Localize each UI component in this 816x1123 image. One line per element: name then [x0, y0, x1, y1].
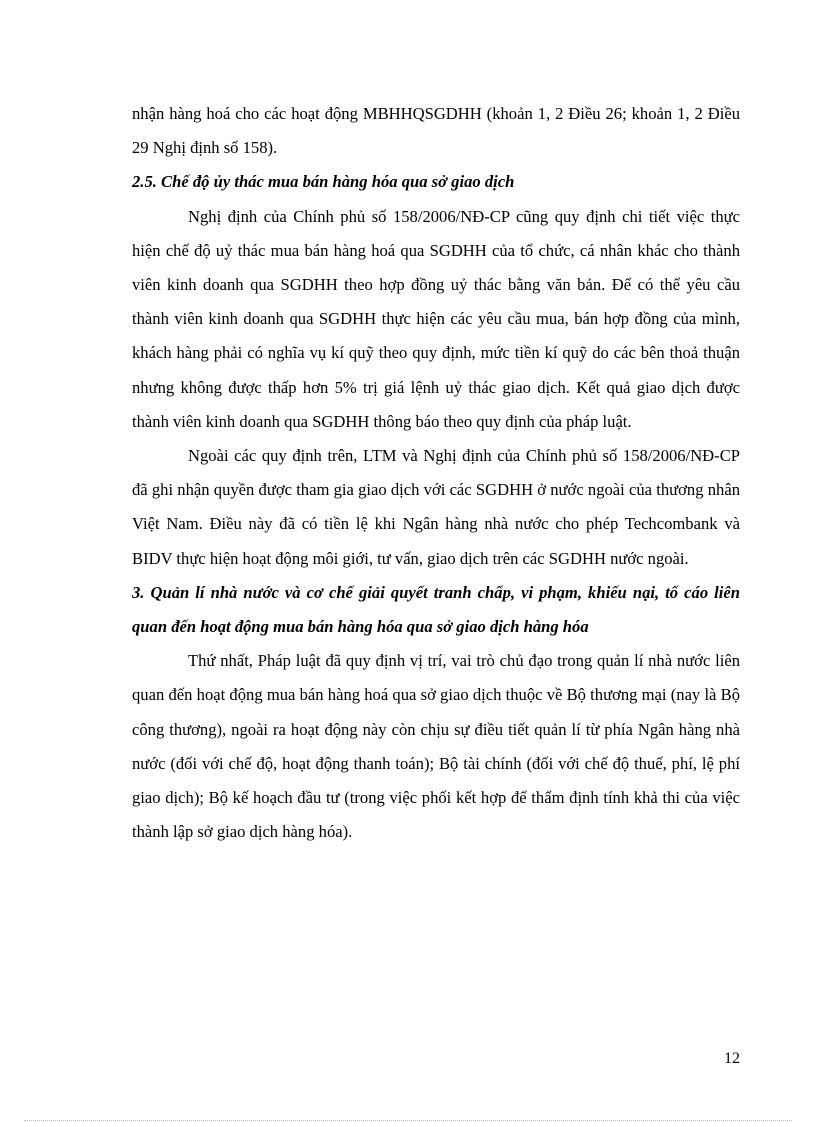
paragraph-entrustment: Nghị định của Chính phủ số 158/2006/NĐ-CP cũng quy định chi tiết việc thực hiện chế độ uỷ thác mua bán hàng hoá qua SGDHH của tổ chức, cá nhân khác cho thành viên kinh doanh qua SGDHH theo hợp đồng uỷ thác bằng văn bản. Để có thể yêu cầu thành viên kinh doanh qua SGDHH thực hiện các yêu cầu mua, bán hợp đồng của mình, khách hàng phải có nghĩa vụ kí quỹ theo quy định, mức tiền kí quỹ do các bên thoả thuận nhưng không được thấp hơn 5% trị giá lệnh uỷ thác giao dịch. Kết quả giao dịch được thành viên kinh doanh qua SGDHH thông báo theo quy định của pháp luật.	[132, 206, 740, 431]
paragraph-continuation: nhận hàng hoá cho các hoạt động MBHHQSGDHH (khoản 1, 2 Điều 26; khoản 1, 2 Điều 29 Nghị định số 158).	[132, 104, 740, 158]
document-body	[132, 97, 740, 849]
section-heading-2-5: 2.5. Chế độ ủy thác mua bán hàng hóa qua sở giao dịch	[132, 172, 515, 192]
page-bottom-divider	[24, 1120, 792, 1121]
paragraph-state-management: Thứ nhất, Pháp luật đã quy định vị trí, vai trò chủ đạo trong quản lí nhà nước liên quan đến hoạt động mua bán hàng hoá qua sở giao dịch thuộc về Bộ thương mại (nay là Bộ công thương), ngoài ra hoạt động này còn chịu sự điều tiết quản lí từ phía Ngân hàng nhà nước (đối với chế độ, hoạt động thanh toán); Bộ tài chính (đối với chế độ thuế, phí, lệ phí giao dịch); Bộ kế hoạch đầu tư (trong việc phối kết hợp để thẩm định tính khả thi của việc thành lập sở giao dịch hàng hóa).	[132, 651, 740, 842]
paragraph-foreign-exchanges: Ngoài các quy định trên, LTM và Nghị định của Chính phủ số 158/2006/NĐ-CP đã ghi nhận quyền được tham gia giao dịch với các SGDHH ở nước ngoài của thương nhân Việt Nam. Điều này đã có tiền lệ khi Ngân hàng nhà nước cho phép Techcombank và BIDV thực hiện hoạt động môi giới, tư vấn, giao dịch trên các SGDHH nước ngoài.	[132, 446, 740, 568]
page-number: 12	[724, 1050, 740, 1067]
section-heading-3: 3. Quản lí nhà nước và cơ chế giải quyết tranh chấp, vi phạm, khiếu nại, tố cáo liên quan đến hoạt động mua bán hàng hóa qua sở giao dịch hàng hóa	[132, 582, 740, 637]
